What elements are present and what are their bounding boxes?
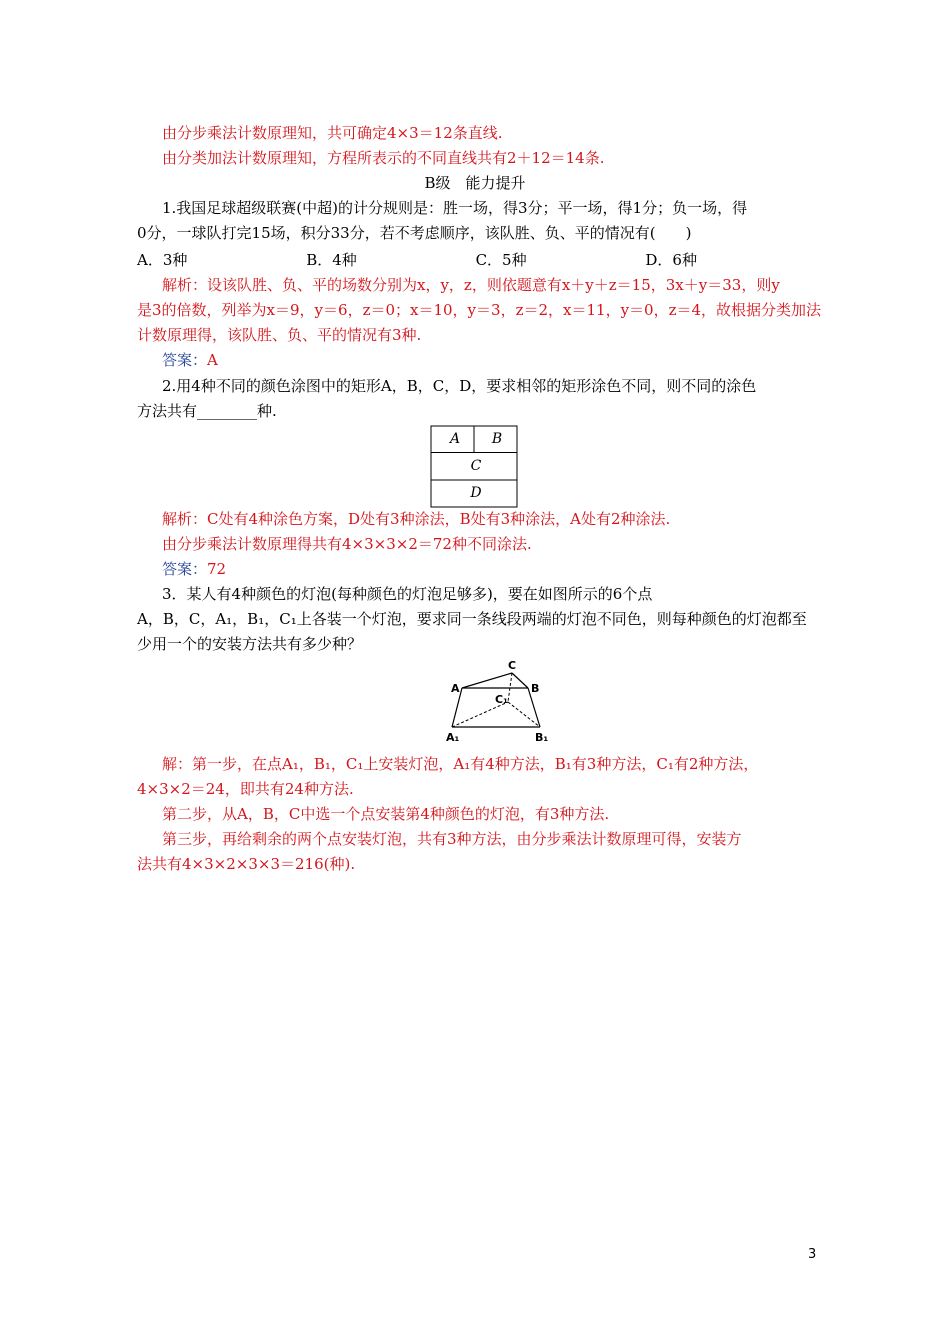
vertex-label-a1: A₁ <box>446 731 460 744</box>
solution-1-line-3: 计数原理得，该队胜、负、平的情况有3种. <box>137 326 422 344</box>
question-1-line-2: 0分，一球队打完15场，积分33分，若不考虑顺序，该队胜、负、平的情况有( ) <box>137 224 692 242</box>
solution-3-line-1: 解：第一步，在点A₁，B₁，C₁上安装灯泡，A₁有4种方法，B₁有3种方法，C₁有2种方法， <box>162 755 759 773</box>
answer-value: A <box>207 351 218 369</box>
answer-2 <box>162 559 226 579</box>
answer-1 <box>162 350 218 370</box>
section-heading: B级 能力提升 <box>424 174 526 192</box>
solution-2-line-2: 由分步乘法计数原理得共有4×3×3×2＝72种不同涂法. <box>162 535 532 553</box>
solution-1-line-1: 解析：设该队胜、负、平的场数分别为x，y，z，则依题意有x＋y＋z＝15，3x＋y＝33，则y <box>162 276 780 294</box>
solution-line-2: 由分类加法计数原理知，方程所表示的不同直线共有2＋12＝14条. <box>162 149 605 167</box>
solution-3-line-3: 第二步，从A，B，C中选一个点安装第4种颜色的灯泡，有3种方法. <box>162 805 610 823</box>
rectangle-grid-figure <box>430 425 520 510</box>
question-2-line-1: 2.用4种不同的颜色涂图中的矩形A，B，C，D，要求相邻的矩形涂色不同，则不同的涂色 <box>162 377 757 395</box>
solution-2-line-1: 解析：C处有4种涂色方案，D处有3种涂法，B处有3种涂法，A处有2种涂法. <box>162 510 671 528</box>
answer-value: 72 <box>207 560 227 578</box>
grid-label-c: C <box>470 458 482 474</box>
question-3-line-3: 少用一个的安装方法共有多少种？ <box>137 635 363 653</box>
option-b: B．4种 <box>306 251 357 269</box>
vertex-label-c1: C₁ <box>495 693 508 706</box>
solution-3-line-2: 4×3×2＝24，即共有24种方法. <box>137 780 354 798</box>
prism-figure <box>440 655 560 745</box>
solution-line-1: 由分步乘法计数原理知，共可确定4×3＝12条直线. <box>162 124 503 142</box>
grid-label-b: B <box>491 431 503 447</box>
grid-label-d: D <box>470 485 482 501</box>
solution-3-line-5: 法共有4×3×2×3×3＝216(种). <box>137 855 356 873</box>
solution-1-line-2: 是3的倍数，列举为x＝9，y＝6，z＝0；x＝10，y＝3，z＝2，x＝11，y＝0，z＝4，故根据分类加法 <box>137 301 822 319</box>
solution-3-line-4: 第三步，再给剩余的两个点安装灯泡，共有3种方法，由分步乘法计数原理可得，安装方 <box>162 830 742 848</box>
page-number: 3 <box>808 1247 817 1262</box>
vertex-label-b1: B₁ <box>535 731 549 744</box>
option-a: A．3种 <box>137 251 188 269</box>
vertex-label-a: A <box>451 682 460 695</box>
vertex-label-b: B <box>531 682 540 695</box>
question-1-line-1: 1.我国足球超级联赛(中超)的计分规则是：胜一场，得3分；平一场，得1分；负一场，得 <box>162 199 748 217</box>
question-2-line-2: 方法共有________种. <box>137 402 277 420</box>
question-3-line-2: A，B，C，A₁，B₁，C₁上各装一个灯泡，要求同一条线段两端的灯泡不同色，则每种颜色的灯泡都至 <box>137 610 807 628</box>
question-3-line-1: 3．某人有4种颜色的灯泡(每种颜色的灯泡足够多)，要在如图所示的6个点 <box>162 585 653 603</box>
question-1-options <box>137 250 697 270</box>
answer-label: 答案： <box>162 560 208 578</box>
vertex-label-c: C <box>508 659 517 672</box>
option-d: D．6种 <box>645 251 697 269</box>
grid-label-a: A <box>449 431 461 447</box>
option-c: C．5种 <box>475 251 527 269</box>
answer-label: 答案： <box>162 351 208 369</box>
